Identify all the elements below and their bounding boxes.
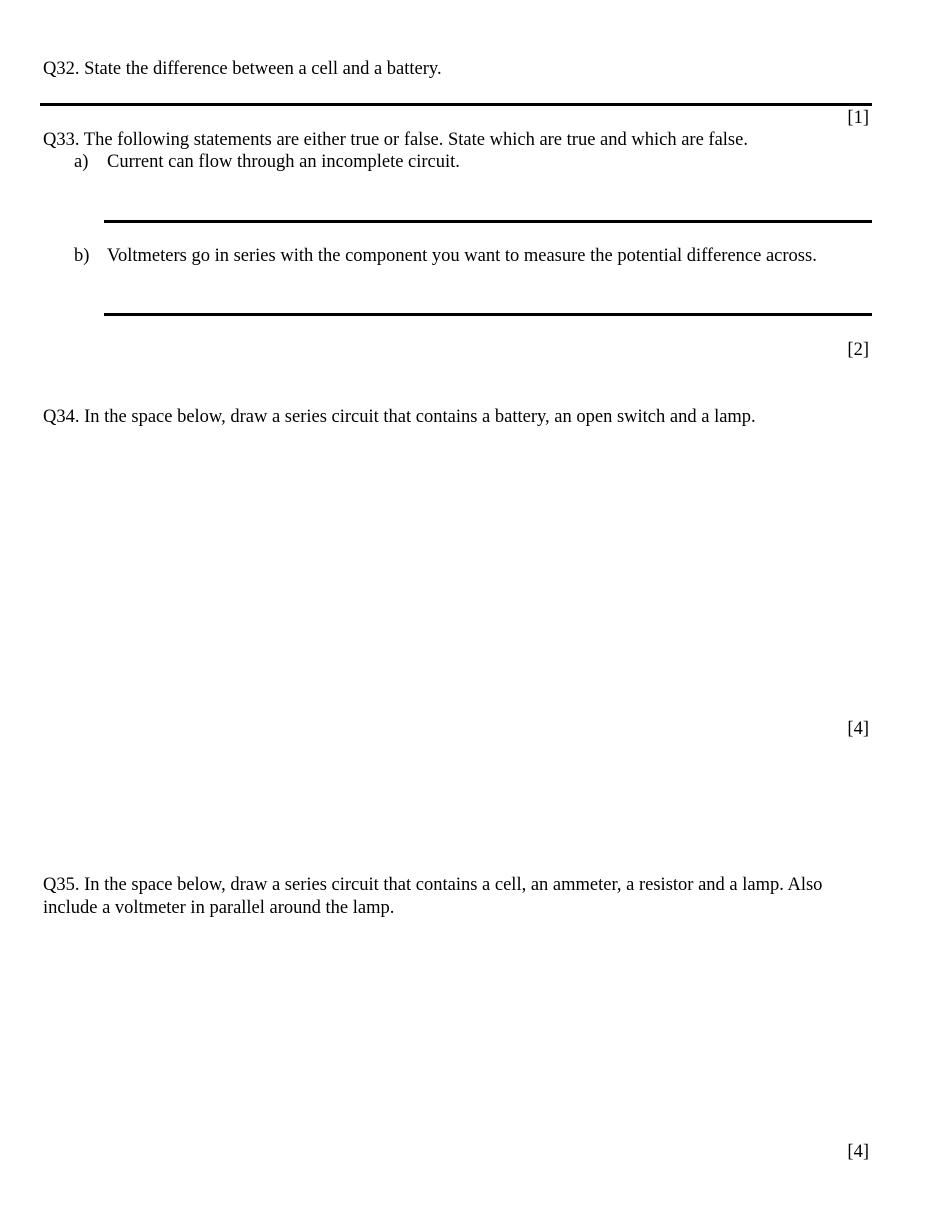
q35-drawing-space[interactable] — [43, 930, 872, 1130]
q32-answer-line[interactable] — [40, 103, 872, 106]
q33-b-label: b) — [74, 246, 90, 266]
q34-marks: [4] — [847, 719, 869, 739]
q33-marks: [2] — [847, 340, 869, 360]
q33-question: Q33. The following statements are either true or false. State which are true and which are false. — [43, 130, 748, 150]
q34-question: Q34. In the space below, draw a series circuit that contains a battery, an open switch and a lamp. — [43, 407, 756, 427]
q33-a-label: a) — [74, 152, 89, 172]
q33-a-answer-line[interactable] — [104, 220, 872, 223]
q33-b-answer-line[interactable] — [104, 313, 872, 316]
q32-marks: [1] — [847, 108, 869, 128]
q35-question: Q35. In the space below, draw a series circuit that contains a cell, an ammeter, a resistor and a lamp. Also include a voltmeter in parallel around the lamp. — [43, 875, 823, 918]
q32-question: Q32. State the difference between a cell and a battery. — [43, 59, 442, 79]
q33-b-statement: Voltmeters go in series with the component you want to measure the potential difference across. — [107, 246, 817, 266]
q33-a-statement: Current can flow through an incomplete circuit. — [107, 152, 460, 172]
q35-marks: [4] — [847, 1142, 869, 1162]
q34-drawing-space[interactable] — [43, 440, 872, 710]
